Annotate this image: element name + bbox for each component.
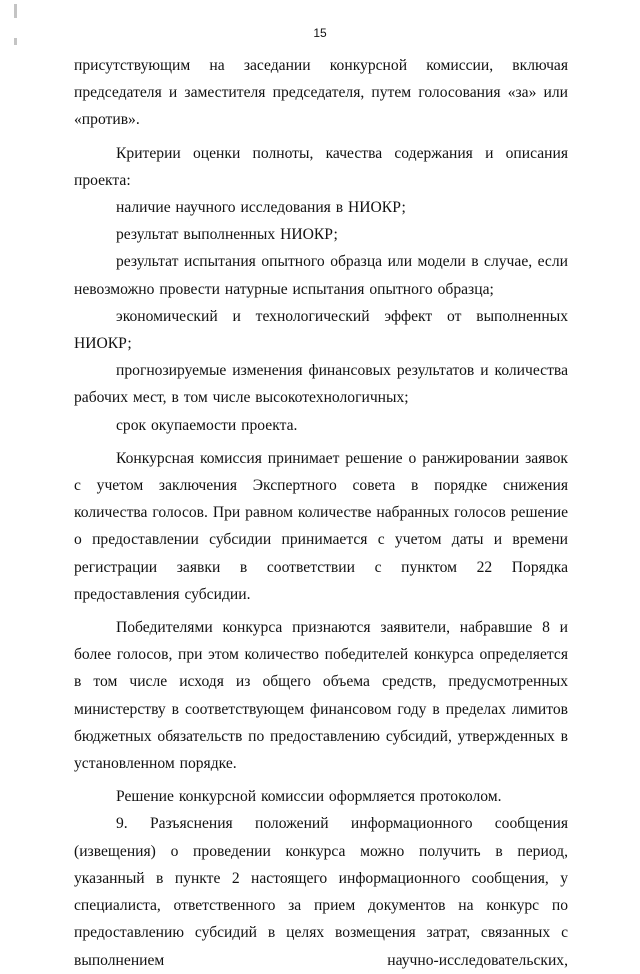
- criteria-item: экономический и технологический эффект от выполненных НИОКР;: [74, 307, 568, 353]
- criteria-item: наличие научного исследования в НИОКР;: [116, 199, 406, 217]
- criteria-item: прогнозируемые изменения финансовых результатов и количества рабочих мест, в том числе высокотехнологичных;: [74, 362, 568, 407]
- paragraph-protocol: Решение конкурсной комиссии оформляется протоколом.: [116, 788, 502, 806]
- paragraph-clarifications: 9. Разъяснения положений информационного сообщения (извещения) о проведении конкурса можно получить в период, указанный в пункте 2 настоящего информационного сообщения, у специалиста, ответственного за прием документов на конкурс по предоставлению субсидий в целях возмещения затрат, связанных с выполнением научно-исследовательских,: [74, 815, 568, 969]
- criteria-item: результат выполненных НИОКР;: [116, 226, 338, 244]
- margin-mark-top: [14, 4, 17, 18]
- paragraph-ranking: Конкурсная комиссия принимает решение о ранжировании заявок с учетом заключения Экспертного совета в порядке снижения количества голосов. При равном количестве набранных голосов решение о предоставлении субсидии принимается с учетом даты и времени регистрации заявки в соответствии с пунктом 22 Порядка предоставления субсидии.: [74, 449, 568, 603]
- paragraph-voting: присутствующим на заседании конкурсной комиссии, включая председателя и заместителя председателя, путем голосования «за» или «против».: [74, 57, 568, 129]
- document-body: [74, 52, 568, 974]
- criteria-item: результат испытания опытного образца или модели в случае, если невозможно провести натурные испытания опытного образца;: [74, 253, 568, 298]
- paragraph-criteria-heading: Критерии оценки полноты, качества содержания и описания проекта:: [74, 144, 568, 189]
- criteria-item: срок окупаемости проекта.: [116, 416, 298, 434]
- page-number: 15: [313, 26, 327, 40]
- paragraph-winners: Победителями конкурса признаются заявители, набравшие 8 и более голосов, при этом количество победителей конкурса определяется в том числе исходя из общего объема средств, предусмотренных министерству в соответствующем финансовом году в пределах лимитов бюджетных обязательств по предоставлению субсидий, утвержденных в установленном порядке.: [74, 619, 568, 773]
